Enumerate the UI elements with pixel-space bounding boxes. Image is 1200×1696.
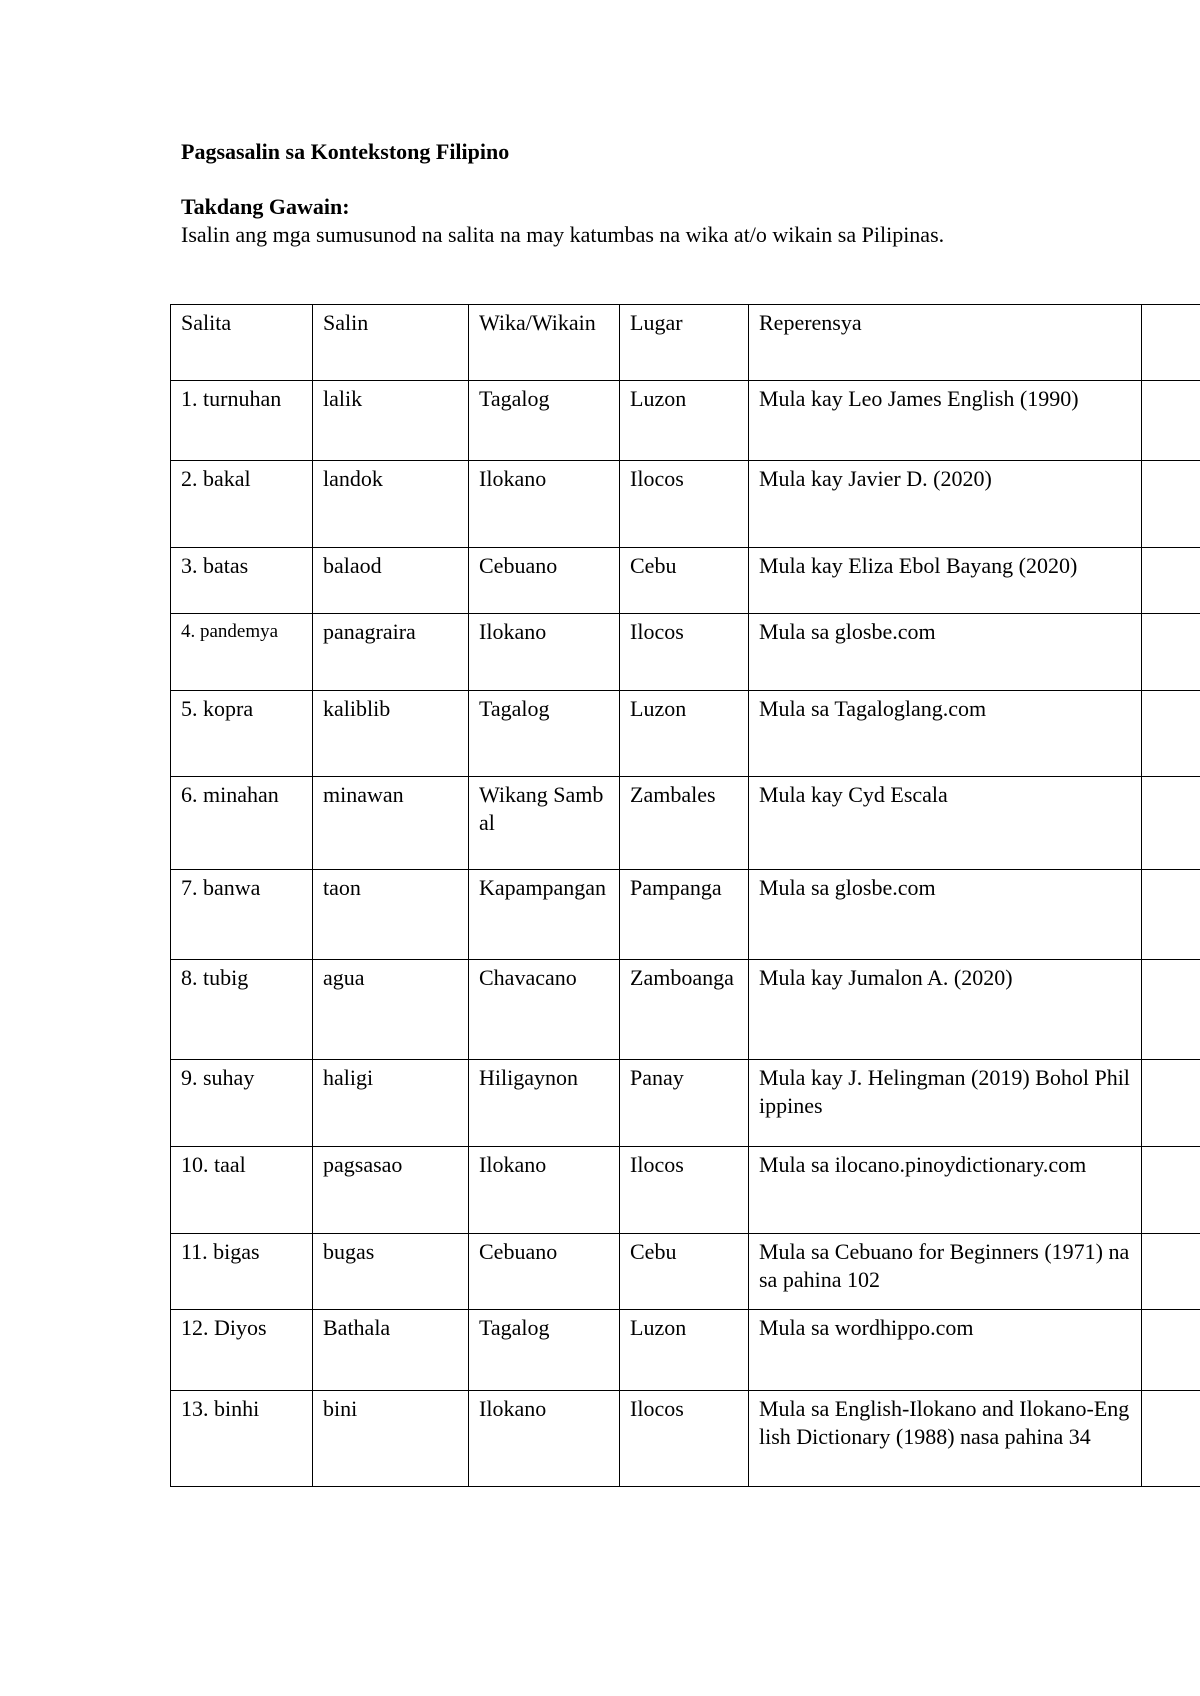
cell-reperensya: Mula sa ilocano.pinoydictionary.com — [749, 1147, 1142, 1234]
cell-wika: Ilokano — [469, 461, 620, 548]
cell-lugar: Panay — [620, 1060, 749, 1147]
cell-salita: 4. pandemya — [171, 614, 313, 691]
cell-wika: Cebuano — [469, 1234, 620, 1310]
table-header-row — [171, 305, 1200, 381]
blank-cell — [1142, 614, 1200, 691]
cell-wika: Wikang Sambal — [469, 777, 620, 870]
blank-cell — [1142, 1310, 1200, 1391]
cell-salin: agua — [313, 960, 469, 1060]
cell-lugar: Pampanga — [620, 870, 749, 960]
cell-lugar: Luzon — [620, 381, 749, 461]
cell-salin: kaliblib — [313, 691, 469, 777]
cell-wika: Hiligaynon — [469, 1060, 620, 1147]
cell-salita: 5. kopra — [171, 691, 313, 777]
cell-reperensya: Mula kay Leo James English (1990) — [749, 381, 1142, 461]
cell-salita: 9. suhay — [171, 1060, 313, 1147]
cell-wika: Tagalog — [469, 691, 620, 777]
cell-salita: 7. banwa — [171, 870, 313, 960]
cell-salin: Bathala — [313, 1310, 469, 1391]
cell-salita: 13. binhi — [171, 1391, 313, 1487]
cell-salita: 6. minahan — [171, 777, 313, 870]
cell-reperensya: Mula kay J. Helingman (2019) Bohol Philippines — [749, 1060, 1142, 1147]
cell-lugar: Cebu — [620, 1234, 749, 1310]
cell-salin: bini — [313, 1391, 469, 1487]
table-row — [171, 870, 1200, 960]
cell-wika: Ilokano — [469, 1391, 620, 1487]
header-wika: Wika/Wikain — [469, 305, 620, 381]
cell-lugar: Luzon — [620, 691, 749, 777]
cell-salita: 11. bigas — [171, 1234, 313, 1310]
table-row — [171, 1147, 1200, 1234]
table-row — [171, 1234, 1200, 1310]
table-row — [171, 548, 1200, 614]
cell-reperensya: Mula kay Javier D. (2020) — [749, 461, 1142, 548]
cell-wika: Kapampangan — [469, 870, 620, 960]
cell-reperensya: Mula kay Cyd Escala — [749, 777, 1142, 870]
blank-cell — [1142, 548, 1200, 614]
cell-lugar: Ilocos — [620, 614, 749, 691]
blank-cell — [1142, 461, 1200, 548]
instructions-text: Isalin ang mga sumusunod na salita na may katumbas na wika at/o wikain sa Pilipinas. — [181, 222, 945, 247]
blank-cell — [1142, 691, 1200, 777]
cell-salin: minawan — [313, 777, 469, 870]
task-heading: Takdang Gawain: — [181, 194, 350, 219]
cell-lugar: Cebu — [620, 548, 749, 614]
cell-salin: bugas — [313, 1234, 469, 1310]
cell-wika: Cebuano — [469, 548, 620, 614]
cell-reperensya: Mula sa Cebuano for Beginners (1971) nasa pahina 102 — [749, 1234, 1142, 1310]
table-row — [171, 381, 1200, 461]
cell-salita: 2. bakal — [171, 461, 313, 548]
table-row — [171, 691, 1200, 777]
blank-cell — [1142, 960, 1200, 1060]
cell-salita: 12. Diyos — [171, 1310, 313, 1391]
cell-lugar: Zamboanga — [620, 960, 749, 1060]
cell-salin: panagraira — [313, 614, 469, 691]
header-lugar: Lugar — [620, 305, 749, 381]
cell-wika: Ilokano — [469, 1147, 620, 1234]
blank-cell — [1142, 870, 1200, 960]
table-row — [171, 1391, 1200, 1487]
header-salita: Salita — [171, 305, 313, 381]
table-row — [171, 960, 1200, 1060]
cell-lugar: Ilocos — [620, 1391, 749, 1487]
cell-wika: Tagalog — [469, 1310, 620, 1391]
cell-reperensya: Mula kay Jumalon A. (2020) — [749, 960, 1142, 1060]
cell-wika: Chavacano — [469, 960, 620, 1060]
cell-reperensya: Mula sa wordhippo.com — [749, 1310, 1142, 1391]
header-salin: Salin — [313, 305, 469, 381]
cell-salin: pagsasao — [313, 1147, 469, 1234]
cell-salin: lalik — [313, 381, 469, 461]
blank-cell — [1142, 381, 1200, 461]
table-row — [171, 614, 1200, 691]
cell-reperensya: Mula sa glosbe.com — [749, 870, 1142, 960]
cell-reperensya: Mula sa glosbe.com — [749, 614, 1142, 691]
cell-salin: taon — [313, 870, 469, 960]
blank-cell — [1142, 777, 1200, 870]
blank-cell — [1142, 1391, 1200, 1487]
cell-salita: 1. turnuhan — [171, 381, 313, 461]
cell-wika: Tagalog — [469, 381, 620, 461]
cell-lugar: Ilocos — [620, 1147, 749, 1234]
cell-salita: 3. batas — [171, 548, 313, 614]
cell-salita: 8. tubig — [171, 960, 313, 1060]
blank-cell — [1142, 1234, 1200, 1310]
cell-wika: Ilokano — [469, 614, 620, 691]
table-row — [171, 777, 1200, 870]
header-reperensya: Reperensya — [749, 305, 1142, 381]
table-row — [171, 461, 1200, 548]
cell-lugar: Ilocos — [620, 461, 749, 548]
translation-table — [170, 304, 1200, 1487]
cell-reperensya: Mula kay Eliza Ebol Bayang (2020) — [749, 548, 1142, 614]
cell-reperensya: Mula sa English-Ilokano and Ilokano-English Dictionary (1988) nasa pahina 34 — [749, 1391, 1142, 1487]
cell-lugar: Luzon — [620, 1310, 749, 1391]
cell-lugar: Zambales — [620, 777, 749, 870]
header-blank-cell — [1142, 305, 1200, 381]
cell-salin: balaod — [313, 548, 469, 614]
table-row — [171, 1310, 1200, 1391]
cell-reperensya: Mula sa Tagaloglang.com — [749, 691, 1142, 777]
cell-salita: 10. taal — [171, 1147, 313, 1234]
blank-cell — [1142, 1147, 1200, 1234]
cell-salin: haligi — [313, 1060, 469, 1147]
cell-salin: landok — [313, 461, 469, 548]
table-row — [171, 1060, 1200, 1147]
blank-cell — [1142, 1060, 1200, 1147]
page-title: Pagsasalin sa Kontekstong Filipino — [181, 139, 510, 164]
